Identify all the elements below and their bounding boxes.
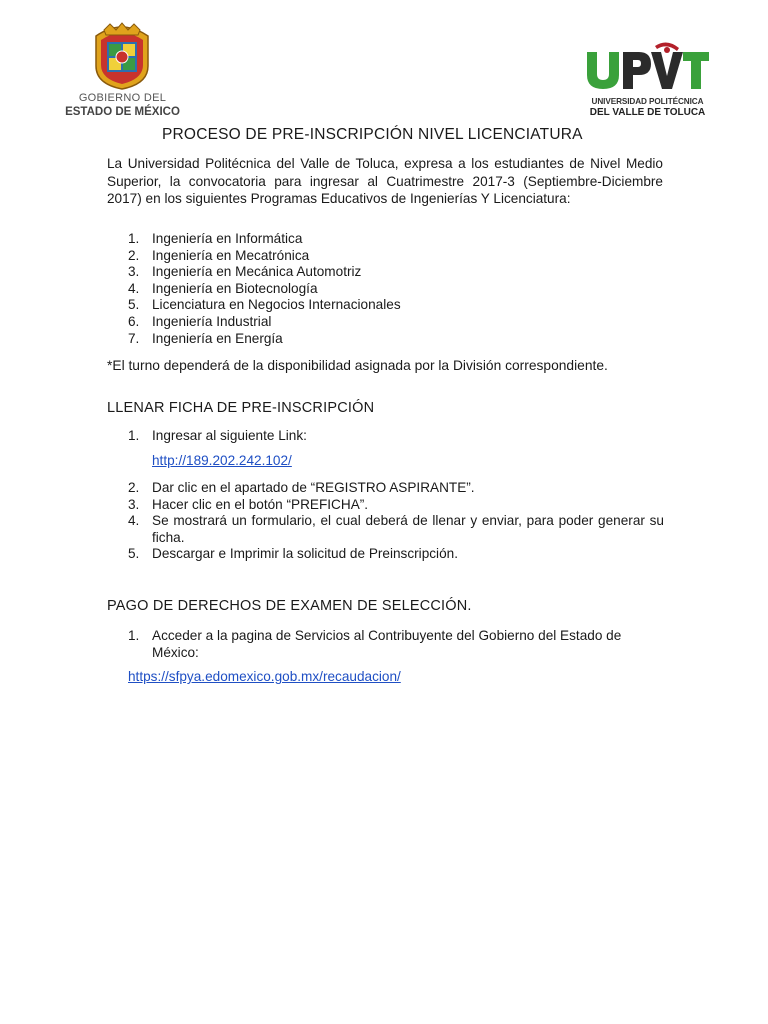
shift-note: *El turno dependerá de la disponibilidad asignada por la División correspondiente. [107,358,608,373]
section-heading-fill-form: LLENAR FICHA DE PRE-INSCRIPCIÓN [107,400,375,416]
list-number: 1. [128,428,140,443]
list-item [128,627,668,661]
list-number: 4. [128,280,140,296]
list-item [128,513,664,546]
list-item [128,546,664,563]
programs-list [128,231,668,347]
gov-logo-line1: GOBIERNO DEL [78,92,167,104]
step-text: Ingresar al siguiente Link: [152,428,307,443]
list-item [128,314,668,331]
list-item [128,427,668,444]
step-text: Se mostrará un formulario, el cual deberá de llenar y enviar, para poder generar su ficha. [152,513,664,545]
list-number: 6. [128,313,140,329]
program-text: Ingeniería en Energía [152,330,283,346]
list-item [128,480,664,497]
state-crest-icon [90,22,154,90]
program-text: Ingeniería Industrial [152,313,272,329]
list-number: 1. [128,231,140,246]
list-item [128,248,668,265]
gov-logo-line2: ESTADO DE MÉXICO [65,106,180,118]
program-text: Ingeniería en Biotecnología [152,280,318,296]
list-number: 5. [128,546,140,562]
list-number: 3. [128,496,140,512]
upvt-mark-icon [585,40,710,90]
fill-steps-list [128,480,664,563]
list-item [128,231,668,248]
upvt-logo [585,40,710,120]
list-item [128,331,668,348]
intro-paragraph: La Universidad Politécnica del Valle de Toluca, expresa a los estudiantes de Nivel Medio Superior, la convocatoria para ingresar al Cuatrimestre 2017-3 (Septiembre-Diciembre 2017) en los siguientes Programas Educativos de Ingenierías Y Licenciatura: [107,156,663,206]
list-number: 3. [128,264,140,280]
upvt-logo-line2: DEL VALLE DE TOLUCA [589,107,706,118]
payment-link[interactable]: https://sfpya.edomexico.gob.mx/recaudacion/ [128,669,401,684]
program-text: Ingeniería en Informática [152,231,303,246]
list-number: 7. [128,330,140,346]
fill-steps-list-start [128,427,668,444]
step-text: Acceder a la pagina de Servicios al Contribuyente del Gobierno del Estado de México: [152,628,622,660]
step-text: Hacer clic en el botón “PREFICHA”. [152,496,369,512]
step-text: Descargar e Imprimir la solicitud de Preinscripción. [152,546,458,562]
list-item [128,264,668,281]
list-number: 2. [128,247,140,263]
list-item [128,497,664,514]
payment-steps-list [128,627,668,661]
step-text: Dar clic en el apartado de “REGISTRO ASPIRANTE”. [152,480,475,495]
list-item [128,297,668,314]
list-item [128,281,668,298]
page-title: PROCESO DE PRE-INSCRIPCIÓN NIVEL LICENCIATURA [162,126,583,143]
gobierno-estado-mexico-logo [60,22,185,122]
list-number: 5. [128,297,140,313]
list-number: 2. [128,480,140,495]
program-text: Ingeniería en Mecatrónica [152,247,310,263]
registration-link[interactable]: http://189.202.242.102/ [152,453,292,468]
upvt-logo-line1: UNIVERSIDAD POLITÉCNICA [591,97,704,106]
program-text: Ingeniería en Mecánica Automotriz [152,264,362,280]
program-text: Licenciatura en Negocios Internacionales [152,297,401,313]
list-number: 4. [128,513,140,529]
list-number: 1. [128,628,140,643]
section-heading-payment: PAGO DE DERECHOS DE EXAMEN DE SELECCIÓN. [107,598,472,614]
